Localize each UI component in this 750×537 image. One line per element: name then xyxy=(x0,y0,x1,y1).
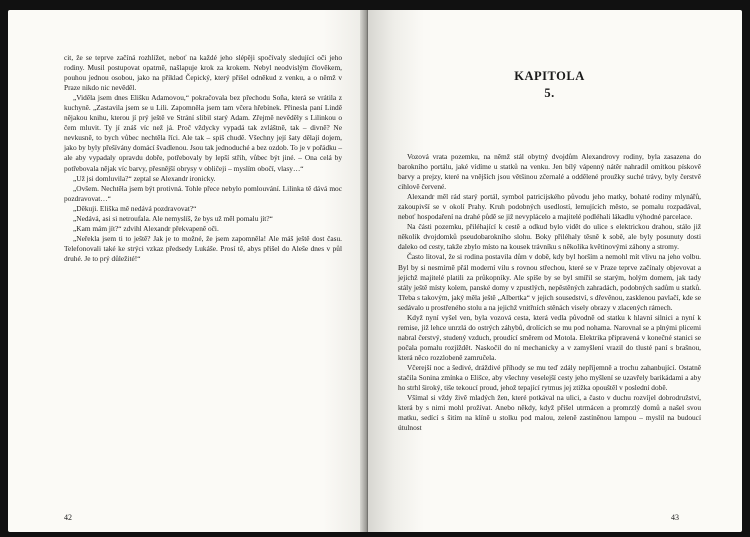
paragraph: Když nyní vyšel ven, byla vozová cesta, která vedla původně od statku k hlavní silnici a nyní k remise, již lehce unrzlá do ostrých záhybů, drolících se mu pod nohama. Narovnal se a plnými plicemi nabral čerstvý, studený vzduch, proudící směrem od Motola. Elektrika připravená v konečné stanici se počala pomalu rozjíždět. Naskočil do ní mechanicky a v zamyšlení vrazil do tlusté paní s brašnou, která něco rozzlobeně zamručela. xyxy=(398,312,701,362)
paragraph: Všímal si vždy živě mladých žen, které potkával na ulici, a často v duchu rozvíjel dobrodružství, která by s nimi mohl prožívat. Anebo někdy, když přišel utrmácen a promrzlý domů a našel svou matku, sedící s šitím na klíně u stolku pod malou, zeleně zastíněnou lampou – myslil na budoucí útulnost xyxy=(398,393,701,433)
paragraph: Včerejší noc a šedivé, dráždivé příhody se mu teď zdály nepříjemně a trochu zahanbující. Ostatně stačila Sonina zmínka o Elišce, aby všechny veselejší cesty jeho myšlení se uzavřely barikádami a aby ho strhl široký, tiše tekoucí proud, jehož tepající rytmus jej ztížka opouštěl v poslední době. xyxy=(398,362,701,393)
paragraph: Často litoval, že si rodina postavila dům v době, kdy byl horším a nemohl mít vlivu na jeho volbu. Byl by si nesmírně přál moderní vilu s rovnou střechou, které se v Praze teprve začínaly objevovat a jejichž majitelé platili za průkopníky. Ale spíše by se byl smířil se starým, holým domem, jak tady stály ještě místy kolem, panské domy v zpustlých, nepěstěných zahradách, podobných sadům u statků. Třeba s takovým, jaký měla ještě „Albertka“ v jejich sousedství, s dřevěnou, zasklenou pavlačí, kde se sedávalo u prostřeného stolu a na jejichž vnitřních stěnách visely obrazy v zlacených rámech. xyxy=(398,252,701,312)
chapter-number: 5. xyxy=(544,86,555,100)
right-page-body xyxy=(398,152,701,433)
chapter-heading xyxy=(398,68,701,102)
right-page xyxy=(368,10,742,532)
paragraph: „Kam mám jít?“ zdvihl Alexandr překvapeně oči. xyxy=(73,223,219,233)
paragraph: Alexandr měl rád starý portál, symbol patricijského původu jeho matky, bohaté rodiny mlynářů, zakoupivší se v okolí Prahy. Kruh podobných usedlostí, lemujících město, se pomalu rozpadával, neboť hospodaření na drahé půdě se již nevyplácelo a majitelé podléhali lákadlu výhodné parcelace. xyxy=(398,192,701,222)
page-number: 43 xyxy=(671,513,679,522)
paragraph: „Už jsi domluvila?“ zeptal se Alexandr ironicky. xyxy=(73,173,216,183)
paragraph: „Viděla jsem dnes Elišku Adamovou,“ pokračovala bez přechodu Soňa, která se vrátila z kuchyně. „Zastavila jsem se u Lili. Zapomněla jsem tam včera hřebínek. Přinesla paní Lindě nějakou knihu, kterou jí prý ještě ve Strání slíbil starý Adam. Zřejmě nevěděly s Lilinkou o čem mluvit. Ty jí znáš víc než já. Proč vždycky vypadá tak zvláštně, tak – divně? Ne nevkusně, to bych vůbec nechtěla říci. Ale tak – spíš chudě. Všechny její šaty dělají dojem, jako by byly přešívány domácí švadlenou. Jsou tak jednoduché a bez ozdob. To je v pořádku – ale aby vypadaly opravdu dobře, potřebovaly by lepší střih, vůbec být jiné. – Ona celá by potřebovala nějak víc barvy, přesnější obrysy v obličeji – myslím obočí, vlasy…“ xyxy=(64,93,342,173)
left-page xyxy=(8,10,366,532)
paragraph: „Neřekla jsem ti to ještě? Jak je to možné, že jsem zapomněla! Ale máš ještě dost času. Telefonovali také ke strýci vzkaz předsedy Lukáše. Prosí tě, abys přišel do Aleše dnes v půl druhé. Je to prý důležité!“ xyxy=(64,233,342,263)
paragraph: Na části pozemku, přiléhající k cestě a odkud bylo vidět do ulice s elektrickou drahou, stálo již několik dvojdomků pseudobarokního slohu. Boky přiléhaly těsně k sobě, ale byly posunuty dosti daleko od cesty, takže zbylo místo na kousek trávníku s několika květinovými záhony a stromy. xyxy=(398,222,701,252)
paragraph: Vozová vrata pozemku, na němž stál obytný dvojdům Alexandrovy rodiny, byla zasazena do barokního portálu, jaké vídíme u statků na venku. Jen bílý vápenný nátěr nahradil omítkou pískově barvy a prejzy, které na vnějších jsou většinou zčernalé a oddělené proužky suché trávy, byly čerstvě cihlově červené. xyxy=(398,152,701,192)
paragraph: cit, že se teprve začíná rozhlížet, neboť na každé jeho slépěji spočívaly sledující oči jeho rodiny. Musil postupovat opatrně, našlapuje krok za krokem. Nebyl neodvislým člověkem, pouhou jednou osobou, jako na příklad Čepický, který přišel odněkud z venku, a o němž v Praze nikdo nic nevěděl. xyxy=(64,53,342,93)
paragraph: „Ovšem. Nechtěla jsem být protivná. Tohle přece nebylo pomlouvání. Lilinka tě dává moc pozdravovat…“ xyxy=(64,183,342,203)
paragraph: „Děkuji. Eliška mě nedává pozdravovat?“ xyxy=(73,203,197,213)
left-page-body xyxy=(64,53,342,264)
page-number: 42 xyxy=(64,513,72,522)
paragraph: „Nedává, asi si netroufala. Ale nemyslíš, že bys už měl pomalu jít?“ xyxy=(73,213,273,223)
chapter-title: KAPITOLA xyxy=(514,69,585,83)
